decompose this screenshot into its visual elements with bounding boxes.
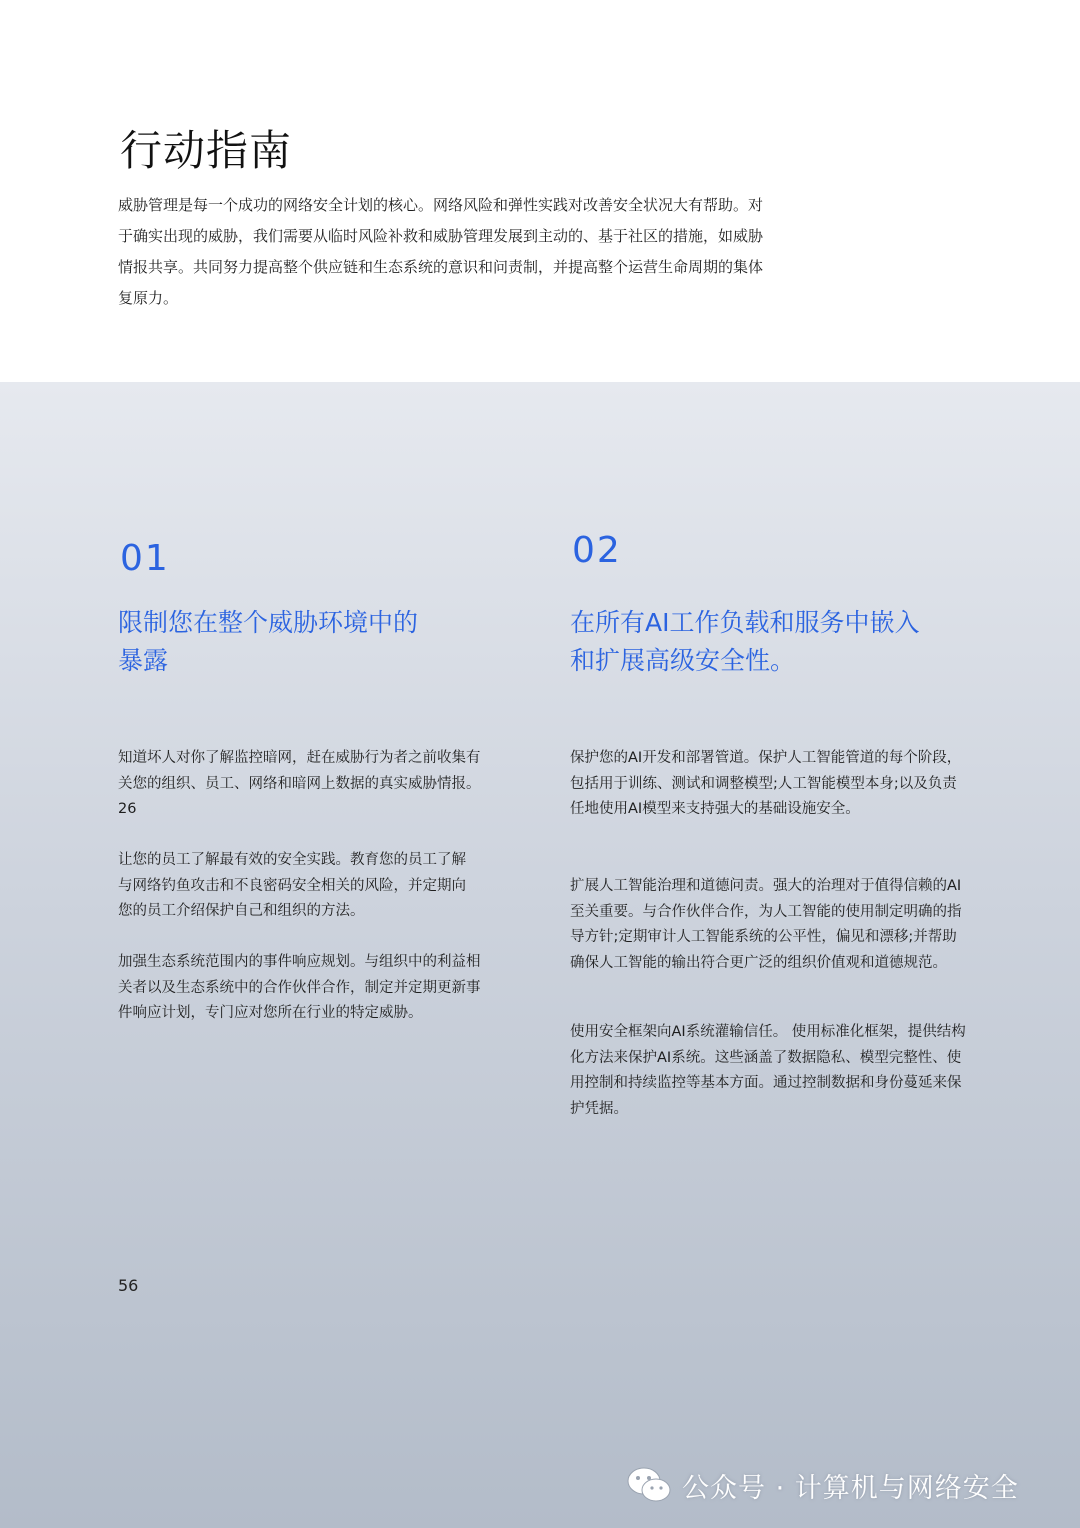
section-paragraph: 扩展人工智能治理和道德问责。强大的治理对于值得信赖的AI至关重要。与合作伙伴合作，为人工智能的使用制定明确的指导方针;定期审计人工智能系统的公平性，偏见和漂移;并帮助确保人工智能的输出符合更广泛的组织价值观和道德规范。	[570, 878, 962, 971]
header-section	[0, 0, 1080, 382]
page-number: 56	[118, 1276, 139, 1295]
section-paragraph: 使用安全框架向AI系统灌输信任。 使用标准化框架，提供结构化方法来保护AI系统。这些涵盖了数据隐私、模型完整性、使用控制和持续监控等基本方面。通过控制数据和身份蔓延来保护凭据。	[570, 1024, 966, 1117]
watermark-text: 公众号 · 计算机与网络安全	[682, 1472, 1019, 1504]
watermark	[626, 1460, 1019, 1510]
page-title: 行动指南	[120, 126, 293, 175]
guide-panel	[0, 382, 1080, 1528]
section-paragraph: 知道坏人对你了解监控暗网，赶在威胁行为者之前收集有关您的组织、员工、网络和暗网上数据的真实威胁情报。26	[118, 750, 481, 817]
section-paragraph: 保护您的AI开发和部署管道。保护人工智能管道的每个阶段，包括用于训练、测试和调整模型;人工智能模型本身;以及负责任地使用AI模型来支持强大的基础设施安全。	[570, 750, 962, 817]
section-number: 01	[120, 538, 170, 579]
intro-paragraph: 威胁管理是每一个成功的网络安全计划的核心。网络风险和弹性实践对改善安全状况大有帮助。对于确实出现的威胁，我们需要从临时风险补救和威胁管理发展到主动的、基于社区的措施，如威胁情报共享。共同努力提高整个供应链和生态系统的意识和问责制，并提高整个运营生命周期的集体复原力。	[118, 196, 764, 307]
section-paragraph: 让您的员工了解最有效的安全实践。教育您的员工了解与网络钓鱼攻击和不良密码安全相关的风险，并定期向您的员工介绍保护自己和组织的方法。	[118, 852, 466, 919]
section-paragraph: 加强生态系统范围内的事件响应规划。与组织中的利益相关者以及生态系统中的合作伙伴合作，制定并定期更新事件响应计划，专门应对您所在行业的特定威胁。	[118, 954, 481, 1021]
section-number: 02	[572, 530, 622, 571]
wechat-icon	[626, 1465, 672, 1505]
section-heading: 在所有AI工作负载和服务中嵌入和扩展高级安全性。	[570, 608, 920, 675]
section-heading: 限制您在整个威胁环境中的暴露	[118, 608, 419, 675]
